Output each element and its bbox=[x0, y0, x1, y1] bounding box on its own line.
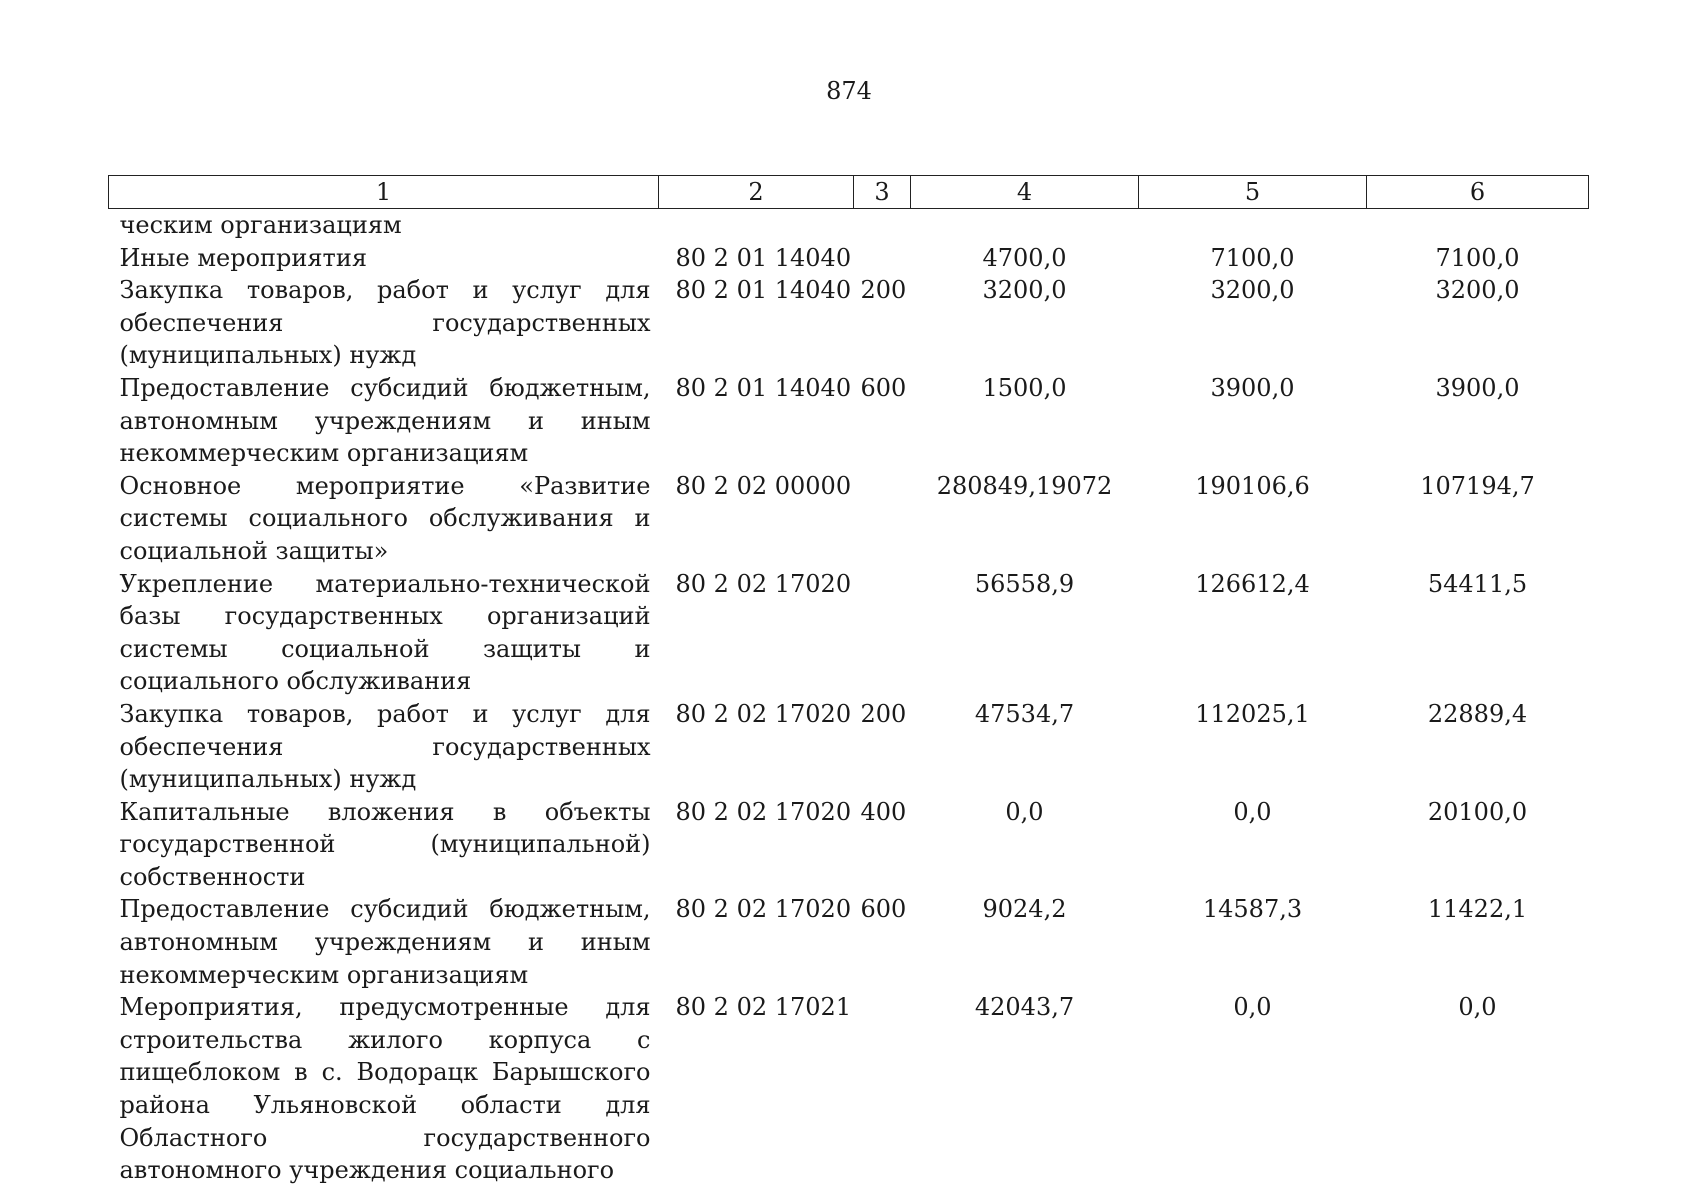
row-name: Иные мероприятия bbox=[119, 243, 367, 272]
header-col-1: 1 bbox=[109, 176, 659, 209]
row-expense-type: 200 bbox=[860, 276, 907, 305]
row-value-5: 190106,6 bbox=[1195, 471, 1310, 500]
table-row bbox=[109, 470, 1589, 568]
row-value-4: 47534,7 bbox=[974, 699, 1075, 728]
row-code: 80 2 02 17020 bbox=[675, 569, 852, 598]
row-expense-type bbox=[854, 991, 911, 1187]
row-code bbox=[659, 209, 854, 242]
row-value-6 bbox=[1367, 209, 1589, 242]
table-row bbox=[109, 991, 1589, 1187]
row-value-6: 54411,5 bbox=[1427, 569, 1528, 598]
row-name: Укрепление материально-технической базы государственных организаций системы социальной защиты и социального обслуживания bbox=[119, 569, 651, 696]
row-expense-type: 400 bbox=[860, 797, 907, 826]
row-name: Предоставление субсидий бюджетным, автономным учреждениям и иным некоммерческим организациям bbox=[119, 895, 651, 989]
row-value-4 bbox=[911, 209, 1139, 242]
row-name: Капитальные вложения в объекты государственной (муниципальной) собственности bbox=[119, 797, 651, 891]
row-value-6: 20100,0 bbox=[1427, 797, 1528, 826]
row-value-5: 7100,0 bbox=[1210, 243, 1295, 272]
row-value-4: 4700,0 bbox=[982, 243, 1067, 272]
row-name: Основное мероприятие «Развитие системы социального обслуживания и социальной защиты» bbox=[119, 471, 651, 565]
row-value-5: 3200,0 bbox=[1210, 276, 1295, 305]
row-name: Предоставление субсидий бюджетным, автономным учреждениям и иным некоммерческим организациям bbox=[119, 373, 651, 468]
header-col-4: 4 bbox=[911, 176, 1139, 209]
row-value-6: 0,0 bbox=[1458, 993, 1497, 1022]
row-code: 80 2 01 14040 bbox=[675, 276, 852, 305]
row-name: ческим организациям bbox=[119, 211, 402, 239]
row-value-4: 9024,2 bbox=[982, 895, 1067, 924]
row-expense-type bbox=[854, 209, 911, 242]
row-value-5 bbox=[1139, 209, 1367, 242]
header-col-5: 5 bbox=[1139, 176, 1367, 209]
row-code: 80 2 02 00000 bbox=[675, 471, 852, 500]
row-expense-type bbox=[854, 242, 911, 275]
row-value-4: 1500,0 bbox=[982, 373, 1067, 402]
table-row bbox=[109, 274, 1589, 372]
row-expense-type bbox=[854, 568, 911, 698]
row-value-4: 280849,19072 bbox=[936, 471, 1113, 500]
budget-table bbox=[108, 175, 1589, 1187]
table-row bbox=[109, 796, 1589, 894]
row-value-6: 3900,0 bbox=[1435, 373, 1520, 402]
row-expense-type: 600 bbox=[860, 373, 907, 402]
row-value-5: 112025,1 bbox=[1195, 699, 1310, 728]
row-code: 80 2 02 17020 bbox=[675, 895, 852, 924]
row-value-4: 56558,9 bbox=[974, 569, 1075, 598]
row-code: 80 2 01 14040 bbox=[675, 243, 852, 272]
row-name: Закупка товаров, работ и услуг для обеспечения государственных (муниципальных) нужд bbox=[119, 699, 651, 794]
row-value-5: 14587,3 bbox=[1202, 895, 1303, 924]
row-expense-type: 600 bbox=[860, 895, 907, 924]
row-value-5: 3900,0 bbox=[1210, 373, 1295, 402]
row-value-4: 0,0 bbox=[1005, 797, 1044, 826]
header-col-6: 6 bbox=[1367, 176, 1589, 209]
row-value-5: 0,0 bbox=[1233, 993, 1272, 1022]
row-value-5: 0,0 bbox=[1233, 797, 1272, 826]
row-name: Закупка товаров, работ и услуг для обеспечения государственных (муниципальных) нужд bbox=[119, 276, 651, 370]
row-value-4: 3200,0 bbox=[982, 276, 1067, 305]
row-code: 80 2 02 17021 bbox=[675, 993, 852, 1022]
row-value-6: 7100,0 bbox=[1435, 243, 1520, 272]
header-row bbox=[109, 176, 1589, 209]
row-expense-type bbox=[854, 470, 911, 568]
row-value-6: 11422,1 bbox=[1427, 895, 1528, 924]
row-value-6: 22889,4 bbox=[1427, 699, 1528, 728]
row-value-4: 42043,7 bbox=[974, 993, 1075, 1022]
row-expense-type: 200 bbox=[860, 699, 907, 728]
table-row bbox=[109, 568, 1589, 698]
row-code: 80 2 02 17020 bbox=[675, 797, 852, 826]
header-col-3: 3 bbox=[854, 176, 911, 209]
table-row bbox=[109, 372, 1589, 470]
header-col-2: 2 bbox=[659, 176, 854, 209]
row-value-5: 126612,4 bbox=[1195, 569, 1310, 598]
page-number: 874 bbox=[826, 77, 872, 105]
table-row bbox=[109, 242, 1589, 275]
row-code: 80 2 02 17020 bbox=[675, 699, 852, 728]
table-row bbox=[109, 209, 1589, 242]
row-value-6: 3200,0 bbox=[1435, 276, 1520, 305]
table-row bbox=[109, 893, 1589, 991]
row-name: Мероприятия, предусмотренные для строительства жилого корпуса с пищеблоком в с. Водорацк Барышского района Ульяновской области для Областного государственного автономного учреждения социального bbox=[119, 993, 651, 1185]
row-value-6: 107194,7 bbox=[1420, 471, 1535, 500]
table-row bbox=[109, 698, 1589, 796]
row-code: 80 2 01 14040 bbox=[675, 373, 852, 402]
